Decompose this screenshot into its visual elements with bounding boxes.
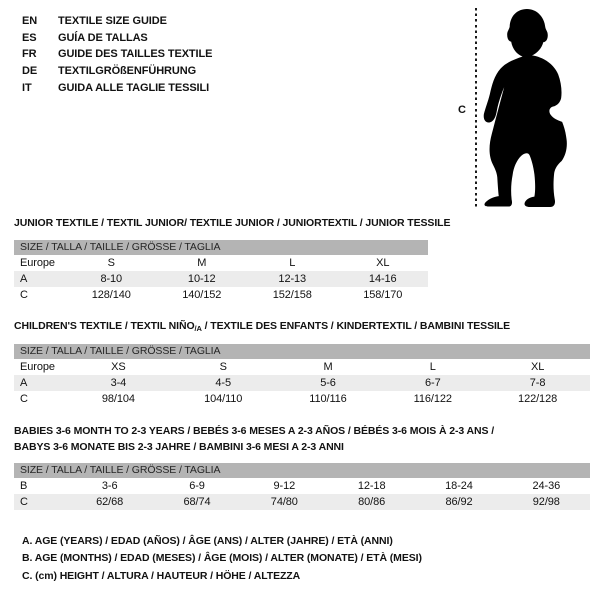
language-row [22, 30, 212, 47]
row-label: A [20, 377, 28, 389]
row-cell: 14-16 [368, 273, 397, 285]
language-title: GUÍA DE TALLAS [58, 31, 148, 44]
language-code: ES [22, 31, 37, 44]
size-table-babies [14, 463, 590, 510]
row-cell: L [289, 257, 296, 269]
language-row [22, 79, 212, 96]
section-title-text: /A [194, 324, 202, 333]
row-cell: 158/170 [363, 289, 403, 301]
height-measure-dashed-line [475, 8, 477, 207]
table-row [14, 391, 590, 407]
section-title-line [14, 424, 494, 440]
language-title: TEXTILGRÖßENFÜHRUNG [58, 65, 197, 78]
section-title-text: JUNIOR TEXTILE / TEXTIL JUNIOR/ TEXTILE JUNIOR / JUNIORTEXTIL / JUNIOR TESSILE [14, 217, 451, 229]
language-code: FR [22, 48, 37, 61]
row-cell: 140/152 [182, 289, 222, 301]
row-cell: 80/86 [358, 496, 386, 508]
language-code: EN [22, 15, 38, 28]
section-title-babies [14, 424, 494, 455]
row-cell: M [197, 257, 207, 269]
row-cell: 3-4 [110, 377, 127, 389]
row-cell: 98/104 [101, 393, 135, 405]
row-label: Europe [20, 257, 55, 269]
row-cell: 5-6 [320, 377, 336, 389]
row-cell: 152/158 [272, 289, 312, 301]
row-cell: S [219, 361, 227, 373]
language-row [22, 63, 212, 80]
row-label: C [20, 393, 28, 405]
section-title-line [14, 216, 450, 232]
row-cell: L [429, 361, 436, 373]
section-title-junior [14, 216, 450, 232]
toddler-silhouette-icon [478, 5, 573, 207]
table-row [14, 271, 428, 287]
language-code: DE [22, 65, 38, 78]
language-code: IT [22, 81, 32, 94]
row-cell: 62/68 [96, 496, 124, 508]
row-label: C [20, 496, 28, 508]
row-cell: 12-13 [278, 273, 307, 285]
language-row [22, 46, 212, 63]
footnote: A. AGE (YEARS) / EDAD (AÑOS) / ÂGE (ANS) / ALTER (JAHRE) / ETÀ (ANNI) [22, 535, 393, 547]
row-cell: 24-36 [532, 480, 561, 492]
section-title-text: / TEXTILE DES ENFANTS / KINDERTEXTIL / BAMBINI TESSILE [201, 320, 511, 332]
section-title-children [14, 319, 510, 337]
row-cell: M [323, 361, 333, 373]
row-cell: 92/98 [532, 496, 560, 508]
language-title-list [22, 13, 212, 96]
footnote: C. (cm) HEIGHT / ALTURA / HAUTEUR / HÖHE / ALTEZZA [22, 569, 301, 582]
row-cell: 6-7 [424, 377, 441, 389]
row-cell: 104/110 [204, 393, 243, 405]
row-cell: 12-18 [357, 480, 386, 492]
row-cell: XS [111, 361, 126, 373]
footnote-list [22, 535, 422, 587]
row-cell: 116/122 [413, 393, 452, 405]
footnote: B. AGE (MONTHS) / EDAD (MESES) / ÂGE (MOIS) / ALTER (MONATE) / ETÀ (MESI) [22, 552, 422, 565]
table-size-header: SIZE / TALLA / TAILLE / GRÖSSE / TAGLIA [14, 240, 428, 255]
language-title: TEXTILE SIZE GUIDE [58, 15, 167, 28]
table-size-header: SIZE / TALLA / TAILLE / GRÖSSE / TAGLIA [14, 463, 590, 478]
table-row [14, 359, 590, 375]
section-title-line [14, 440, 494, 456]
row-cell: 7-8 [529, 377, 546, 389]
row-cell: 10-12 [187, 273, 216, 285]
row-cell: 9-12 [273, 480, 296, 492]
language-row [22, 13, 212, 30]
section-title-text: CHILDREN'S TEXTILE / TEXTIL NIÑO [14, 320, 195, 332]
table-row [14, 478, 590, 494]
row-cell: XL [530, 361, 545, 373]
row-cell: S [107, 257, 115, 269]
row-cell: 6-9 [189, 480, 205, 492]
section-title-text: BABIES 3-6 MONTH TO 2-3 YEARS / BEBÉS 3-6 MESES A 2-3 AÑOS / BÉBÉS 3-6 MOIS À 2-3 ANS / [14, 425, 495, 437]
table-row [14, 255, 428, 271]
row-label: A [20, 273, 28, 285]
row-cell: 122/128 [518, 393, 558, 405]
row-label: Europe [20, 361, 55, 373]
language-title: GUIDE DES TAILLES TEXTILE [58, 48, 213, 61]
table-row [14, 375, 590, 391]
row-cell: 128/140 [91, 289, 131, 301]
row-cell: 8-10 [100, 273, 123, 285]
row-label: B [20, 480, 28, 492]
section-title-line [14, 319, 510, 337]
row-cell: 110/116 [309, 393, 347, 405]
row-cell: 3-6 [101, 480, 118, 492]
row-label: C [20, 289, 28, 301]
size-table-children [14, 344, 590, 407]
language-title: GUIDA ALLE TAGLIE TESSILI [58, 81, 210, 94]
row-cell: XL [376, 257, 390, 269]
height-measure-label: C [458, 104, 466, 116]
row-cell: 74/80 [270, 496, 298, 508]
row-cell: 18-24 [445, 480, 473, 492]
row-cell: 86/92 [445, 496, 473, 508]
table-row [14, 494, 590, 510]
table-size-header: SIZE / TALLA / TAILLE / GRÖSSE / TAGLIA [14, 344, 590, 359]
row-cell: 68/74 [183, 496, 211, 508]
section-title-text: BABYS 3-6 MONATE BIS 2-3 JAHRE / BAMBINI 3-6 MESI A 2-3 ANNI [14, 440, 344, 453]
table-row [14, 287, 428, 303]
row-cell: 4-5 [215, 377, 231, 389]
size-table-junior [14, 240, 428, 303]
